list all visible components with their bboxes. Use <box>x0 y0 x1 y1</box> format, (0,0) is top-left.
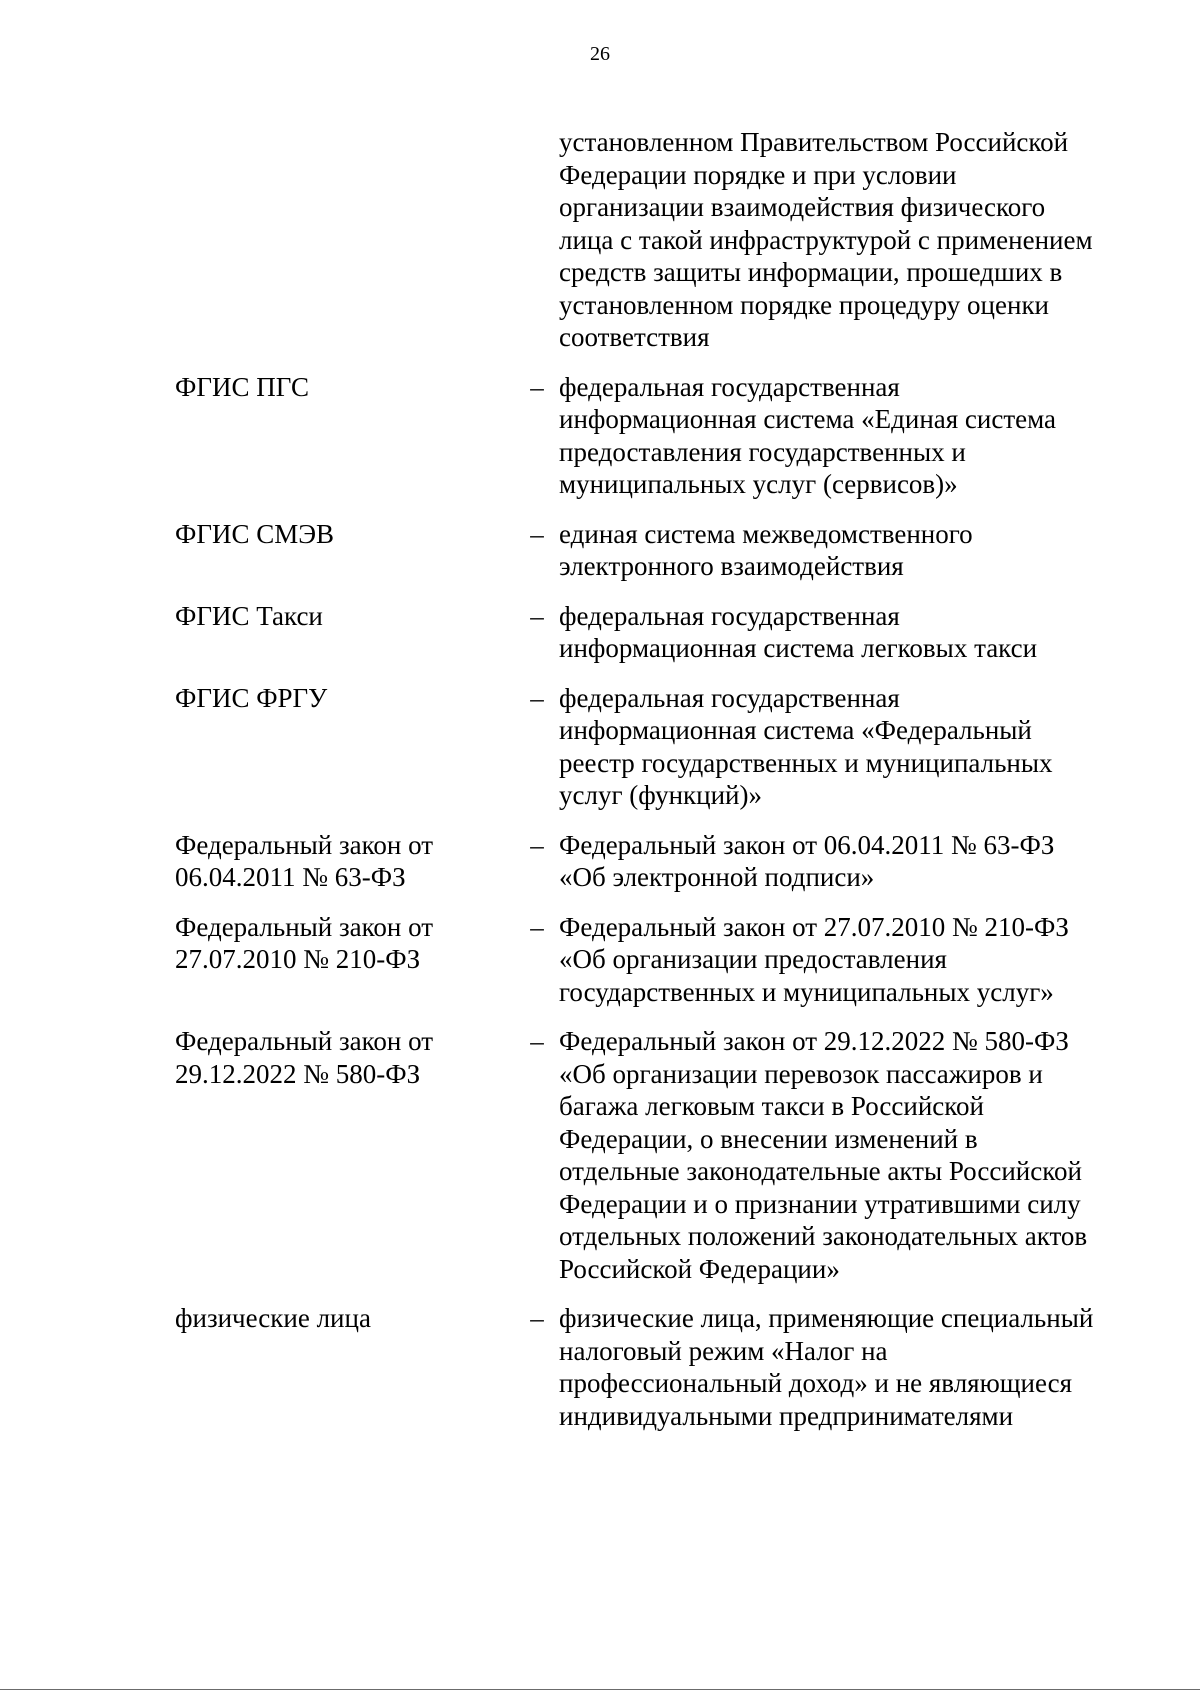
definition-line: информационная система «Единая система <box>559 404 1057 434</box>
term-definition <box>559 1025 1135 1285</box>
definition-line: предоставления государственных и <box>559 436 966 467</box>
definition-line: услуг (функций)» <box>559 780 763 810</box>
definition-line: информационная система легковых такси <box>559 633 1038 663</box>
definition-line: единая система межведомственного <box>559 518 973 549</box>
definition-line: Российской Федерации» <box>559 1253 840 1284</box>
term-definition <box>559 911 1135 1009</box>
dash-separator: – <box>530 829 544 860</box>
definition-line: профессиональный доход» и не являющиеся <box>559 1368 1073 1398</box>
term-definition <box>559 682 1135 812</box>
dash-separator: – <box>530 518 544 549</box>
definition-line: соответствия <box>559 322 710 352</box>
term-label <box>175 1025 515 1090</box>
term-label <box>175 518 515 551</box>
definition-line: отдельных положений законодательных актов <box>559 1221 1088 1251</box>
term-line: ФГИС СМЭВ <box>175 518 335 549</box>
definition-line: муниципальных услуг (сервисов)» <box>559 469 958 499</box>
definition-line: Федерации, о внесении изменений в <box>559 1123 978 1154</box>
definition-line: лица с такой инфраструктурой с применением <box>559 224 1093 255</box>
definition-line: средств защиты информации, прошедших в <box>559 257 1063 287</box>
dash-separator: – <box>530 911 544 942</box>
term-line: 27.07.2010 № 210-ФЗ <box>175 944 421 974</box>
definition-line: физические лица, применяющие специальный <box>559 1303 1094 1333</box>
definition-line: государственных и муниципальных услуг» <box>559 976 1054 1007</box>
definition-line: федеральная государственная <box>559 682 900 713</box>
dash-separator: – <box>530 682 544 713</box>
term-entry <box>175 600 1135 665</box>
dash-separator: – <box>530 1026 544 1056</box>
definition-line: багажа легковым такси в Российской <box>559 1091 984 1121</box>
term-entry <box>175 682 1135 812</box>
dash-separator: – <box>530 600 544 631</box>
term-entry <box>175 829 1135 894</box>
term-line: ФГИС Такси <box>175 600 323 631</box>
definition-line: информационная система «Федеральный <box>559 715 1032 745</box>
term-label <box>175 911 515 976</box>
term-line: ФГИС ПГС <box>175 371 309 402</box>
term-label <box>175 371 515 404</box>
term-definition <box>559 1302 1135 1432</box>
term-definition <box>559 518 1135 583</box>
definition-line: федеральная государственная <box>559 600 900 631</box>
term-label <box>175 829 515 894</box>
definition-line: отдельные законодательные акты Российской <box>559 1156 1082 1186</box>
scan-bottom-edge <box>0 1689 1200 1690</box>
term-line: Федеральный закон от <box>175 911 434 942</box>
dash-separator: – <box>530 371 544 402</box>
definition-line: реестр государственных и муниципальных <box>559 747 1053 778</box>
abbreviations-list <box>175 126 1135 1432</box>
term-line: ФГИС ФРГУ <box>175 682 328 713</box>
page-number: 26 <box>590 43 610 65</box>
definition-line: «Об электронной подписи» <box>559 862 875 892</box>
term-line: физические лица <box>175 1303 371 1333</box>
term-definition <box>559 600 1135 665</box>
term-line: 29.12.2022 № 580-ФЗ <box>175 1058 421 1089</box>
term-definition <box>559 371 1135 501</box>
term-entry <box>175 371 1135 501</box>
term-entries <box>175 371 1135 1433</box>
definition-line: установленном Правительством Российской <box>559 127 1069 157</box>
term-entry <box>175 911 1135 1009</box>
term-label <box>175 1302 515 1335</box>
term-entry <box>175 1302 1135 1432</box>
term-line: 06.04.2011 № 63-ФЗ <box>175 862 406 892</box>
definition-line: «Об организации предоставления <box>559 944 947 974</box>
definition-line: Федерации порядке и при условии <box>559 159 957 190</box>
dash-separator: – <box>530 1303 544 1333</box>
term-definition <box>559 829 1135 894</box>
continued-definition <box>559 126 1135 354</box>
definition-line: Федерации и о признании утратившими силу <box>559 1188 1081 1219</box>
term-label <box>175 682 515 715</box>
definition-line: налоговый режим «Налог на <box>559 1335 888 1366</box>
definition-line: организации взаимодействия физического <box>559 192 1046 222</box>
definition-line: индивидуальными предпринимателями <box>559 1400 1014 1431</box>
definition-line: электронного взаимодействия <box>559 551 904 581</box>
term-line: Федеральный закон от <box>175 1026 434 1056</box>
term-line: Федеральный закон от <box>175 829 434 860</box>
definition-line: Федеральный закон от 29.12.2022 № 580-ФЗ <box>559 1026 1069 1056</box>
definition-line: Федеральный закон от 27.07.2010 № 210-ФЗ <box>559 911 1069 942</box>
definition-line: федеральная государственная <box>559 371 900 402</box>
term-entry <box>175 1025 1135 1285</box>
definition-line: «Об организации перевозок пассажиров и <box>559 1058 1043 1089</box>
term-label <box>175 600 515 633</box>
definition-line: установленном порядке процедуру оценки <box>559 289 1050 320</box>
term-entry <box>175 518 1135 583</box>
definition-line: Федеральный закон от 06.04.2011 № 63-ФЗ <box>559 829 1055 860</box>
